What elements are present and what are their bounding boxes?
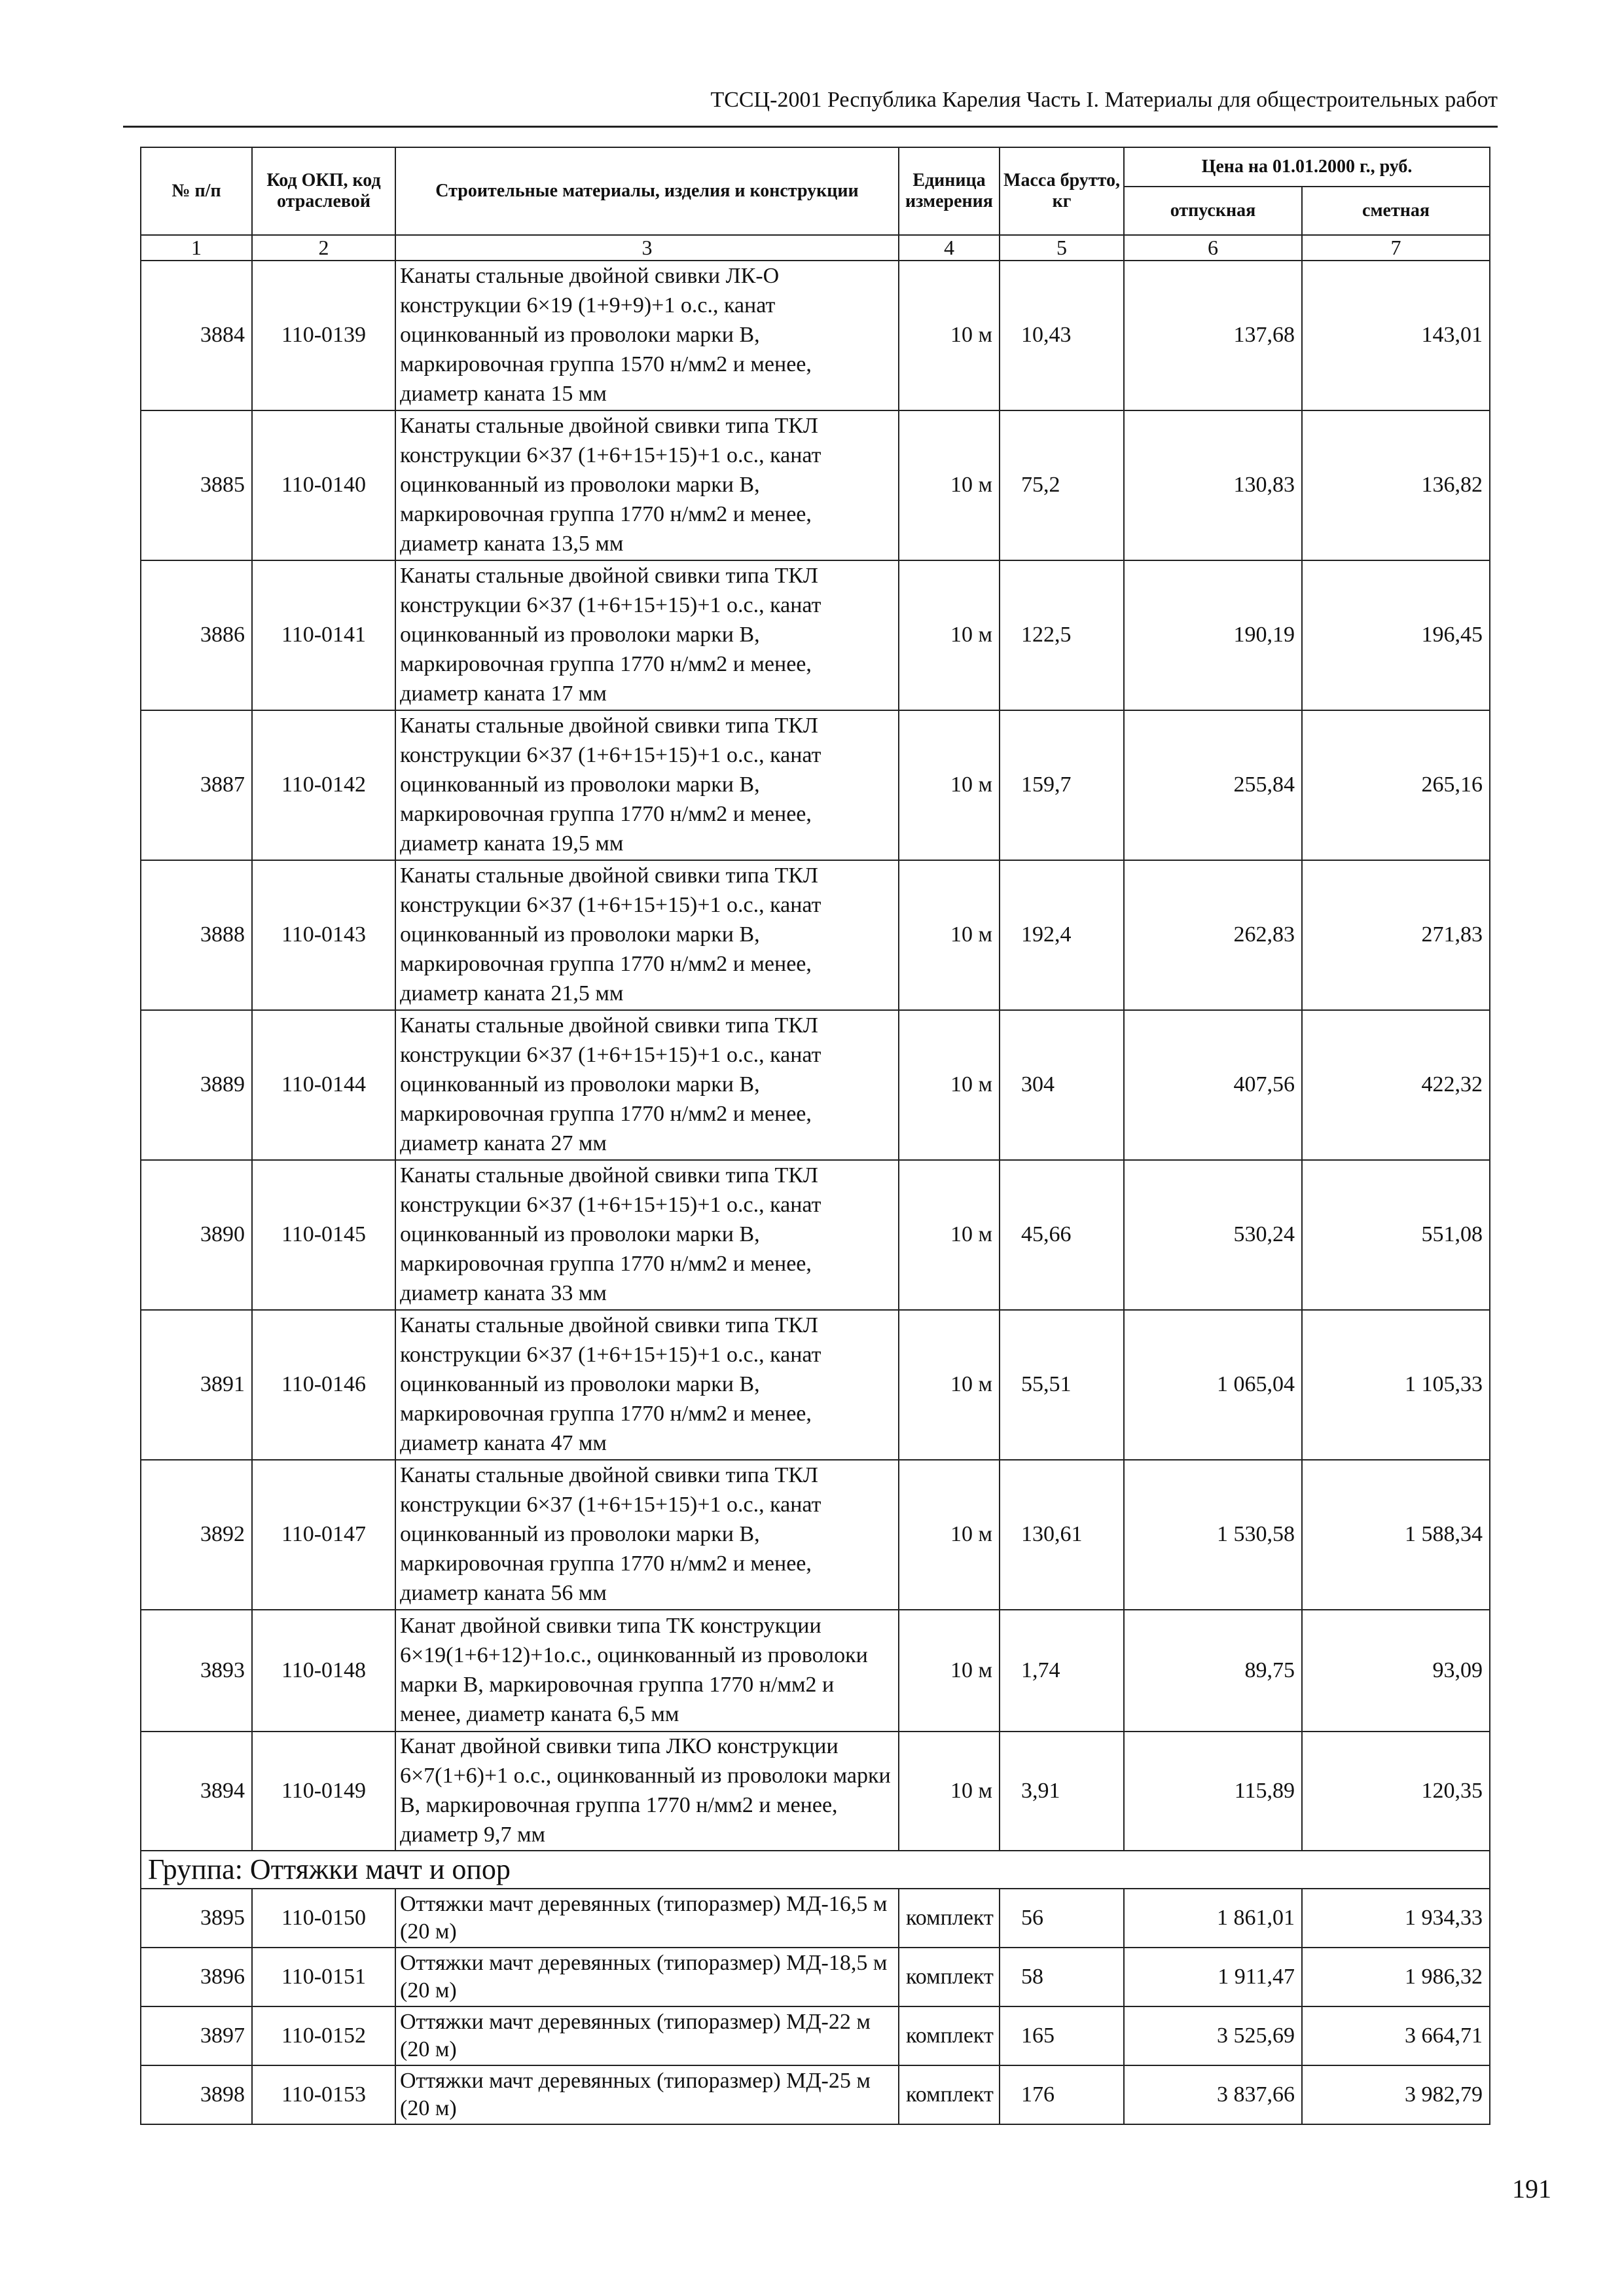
col-header-unit: Единица измерения <box>899 147 1000 235</box>
row-price-estimate: 1 588,34 <box>1302 1460 1490 1610</box>
row-mass: 130,61 <box>1000 1460 1124 1610</box>
row-price-release: 262,83 <box>1124 860 1302 1010</box>
row-code: 110-0151 <box>252 1948 395 2006</box>
row-description: Канаты стальные двойной свивки типа ТКЛ конструкции 6×37 (1+6+15+15)+1 о.с., канат оцинкованный из проволоки марки В, маркировочная группа 1770 н/мм2 и менее, диаметр каната 27 мм <box>395 1010 899 1160</box>
row-price-estimate: 93,09 <box>1302 1610 1490 1732</box>
row-unit: 10 м <box>899 1010 1000 1160</box>
table-row <box>141 1460 1490 1610</box>
row-unit: 10 м <box>899 1610 1000 1732</box>
row-price-release: 255,84 <box>1124 710 1302 860</box>
row-mass: 45,66 <box>1000 1160 1124 1310</box>
row-code: 110-0148 <box>252 1610 395 1732</box>
row-price-estimate: 551,08 <box>1302 1160 1490 1310</box>
row-price-estimate: 422,32 <box>1302 1010 1490 1160</box>
row-mass: 122,5 <box>1000 560 1124 710</box>
row-price-estimate: 196,45 <box>1302 560 1490 710</box>
row-unit: 10 м <box>899 1460 1000 1610</box>
row-description: Оттяжки мачт деревянных (типоразмер) МД-22 м (20 м) <box>395 2006 899 2065</box>
table-body <box>141 235 1490 2124</box>
row-code: 110-0140 <box>252 410 395 560</box>
row-price-estimate: 1 105,33 <box>1302 1310 1490 1460</box>
row-price-estimate: 120,35 <box>1302 1732 1490 1851</box>
row-description: Канаты стальные двойной свивки ЛК-О конструкции 6×19 (1+9+9)+1 о.с., канат оцинкованный из проволоки марки В, маркировочная группа 1570 н/мм2 и менее, диаметр каната 15 мм <box>395 261 899 410</box>
row-code: 110-0152 <box>252 2006 395 2065</box>
row-unit: 10 м <box>899 1732 1000 1851</box>
row-number: 3888 <box>141 860 252 1010</box>
row-mass: 165 <box>1000 2006 1124 2065</box>
row-price-release: 1 911,47 <box>1124 1948 1302 2006</box>
row-number: 3895 <box>141 1889 252 1948</box>
row-code: 110-0143 <box>252 860 395 1010</box>
row-code: 110-0139 <box>252 261 395 410</box>
row-number: 3893 <box>141 1610 252 1732</box>
row-price-release: 407,56 <box>1124 1010 1302 1160</box>
row-price-estimate: 271,83 <box>1302 860 1490 1010</box>
row-mass: 304 <box>1000 1010 1124 1160</box>
row-mass: 159,7 <box>1000 710 1124 860</box>
row-code: 110-0142 <box>252 710 395 860</box>
row-unit: 10 м <box>899 261 1000 410</box>
row-mass: 3,91 <box>1000 1732 1124 1851</box>
row-mass: 58 <box>1000 1948 1124 2006</box>
row-price-release: 3 837,66 <box>1124 2065 1302 2124</box>
row-price-release: 137,68 <box>1124 261 1302 410</box>
row-price-estimate: 136,82 <box>1302 410 1490 560</box>
col-header-mass: Масса брутто, кг <box>1000 147 1124 235</box>
price-table <box>140 147 1490 2125</box>
row-description: Канаты стальные двойной свивки типа ТКЛ конструкции 6×37 (1+6+15+15)+1 о.с., канат оцинкованный из проволоки марки В, маркировочная группа 1770 н/мм2 и менее, диаметр каната 17 мм <box>395 560 899 710</box>
column-number: 1 <box>141 235 252 261</box>
row-description: Канаты стальные двойной свивки типа ТКЛ конструкции 6×37 (1+6+15+15)+1 о.с., канат оцинкованный из проволоки марки В, маркировочная группа 1770 н/мм2 и менее, диаметр каната 19,5 мм <box>395 710 899 860</box>
row-number: 3896 <box>141 1948 252 2006</box>
row-unit: комплект <box>899 2065 1000 2124</box>
row-number: 3889 <box>141 1010 252 1160</box>
row-code: 110-0145 <box>252 1160 395 1310</box>
row-code: 110-0147 <box>252 1460 395 1610</box>
row-number: 3894 <box>141 1732 252 1851</box>
row-unit: 10 м <box>899 860 1000 1010</box>
column-number-row <box>141 235 1490 261</box>
row-number: 3887 <box>141 710 252 860</box>
column-number: 7 <box>1302 235 1490 261</box>
row-price-estimate: 143,01 <box>1302 261 1490 410</box>
row-description: Оттяжки мачт деревянных (типоразмер) МД-16,5 м (20 м) <box>395 1889 899 1948</box>
row-number: 3886 <box>141 560 252 710</box>
row-code: 110-0149 <box>252 1732 395 1851</box>
row-price-estimate: 3 664,71 <box>1302 2006 1490 2065</box>
row-price-release: 530,24 <box>1124 1160 1302 1310</box>
row-unit: комплект <box>899 1889 1000 1948</box>
col-header-desc: Строительные материалы, изделия и конструкции <box>395 147 899 235</box>
table-row <box>141 1732 1490 1851</box>
row-description: Канаты стальные двойной свивки типа ТКЛ конструкции 6×37 (1+6+15+15)+1 о.с., канат оцинкованный из проволоки марки В, маркировочная группа 1770 н/мм2 и менее, диаметр каната 33 мм <box>395 1160 899 1310</box>
row-mass: 1,74 <box>1000 1610 1124 1732</box>
table-row <box>141 1889 1490 1948</box>
table-row <box>141 2065 1490 2124</box>
table-row <box>141 1160 1490 1310</box>
row-description: Канаты стальные двойной свивки типа ТКЛ конструкции 6×37 (1+6+15+15)+1 о.с., канат оцинкованный из проволоки марки В, маркировочная группа 1770 н/мм2 и менее, диаметр каната 21,5 мм <box>395 860 899 1010</box>
row-price-estimate: 265,16 <box>1302 710 1490 860</box>
page-number: 191 <box>1512 2174 1551 2204</box>
table-row <box>141 710 1490 860</box>
running-header-title: ТССЦ-2001 Республика Карелия Часть I. Материалы для общестроительных работ <box>710 88 1498 112</box>
row-price-release: 1 861,01 <box>1124 1889 1302 1948</box>
table-row <box>141 410 1490 560</box>
row-price-estimate: 3 982,79 <box>1302 2065 1490 2124</box>
column-number: 3 <box>395 235 899 261</box>
group-row <box>141 1851 1490 1889</box>
row-unit: комплект <box>899 2006 1000 2065</box>
column-number: 2 <box>252 235 395 261</box>
row-unit: 10 м <box>899 410 1000 560</box>
row-code: 110-0146 <box>252 1310 395 1460</box>
row-number: 3892 <box>141 1460 252 1610</box>
column-number: 4 <box>899 235 1000 261</box>
row-mass: 55,51 <box>1000 1310 1124 1460</box>
row-mass: 192,4 <box>1000 860 1124 1010</box>
row-price-release: 1 065,04 <box>1124 1310 1302 1460</box>
row-unit: 10 м <box>899 710 1000 860</box>
row-unit: 10 м <box>899 560 1000 710</box>
row-number: 3897 <box>141 2006 252 2065</box>
table-row <box>141 1610 1490 1732</box>
row-number: 3890 <box>141 1160 252 1310</box>
table-row <box>141 2006 1490 2065</box>
row-code: 110-0150 <box>252 1889 395 1948</box>
row-unit: комплект <box>899 1948 1000 2006</box>
row-price-release: 1 530,58 <box>1124 1460 1302 1610</box>
row-price-release: 190,19 <box>1124 560 1302 710</box>
row-unit: 10 м <box>899 1160 1000 1310</box>
row-number: 3884 <box>141 261 252 410</box>
row-code: 110-0144 <box>252 1010 395 1160</box>
row-price-release: 130,83 <box>1124 410 1302 560</box>
column-number: 5 <box>1000 235 1124 261</box>
row-description: Канат двойной свивки типа ТК конструкции 6×19(1+6+12)+1о.с., оцинкованный из проволоки марки В, маркировочная группа 1770 н/мм2 и менее, диаметр каната 6,5 мм <box>395 1610 899 1732</box>
row-price-estimate: 1 934,33 <box>1302 1889 1490 1948</box>
col-header-code: Код ОКП, код отраслевой <box>252 147 395 235</box>
col-header-price-estimate: сметная <box>1302 187 1490 235</box>
row-mass: 75,2 <box>1000 410 1124 560</box>
col-header-price-release: отпускная <box>1124 187 1302 235</box>
row-code: 110-0153 <box>252 2065 395 2124</box>
row-description: Канат двойной свивки типа ЛКО конструкции 6×7(1+6)+1 о.с., оцинкованный из проволоки марки В, маркировочная группа 1770 н/мм2 и менее, диаметр 9,7 мм <box>395 1732 899 1851</box>
table-row <box>141 1948 1490 2006</box>
row-number: 3885 <box>141 410 252 560</box>
column-number: 6 <box>1124 235 1302 261</box>
row-description: Оттяжки мачт деревянных (типоразмер) МД-18,5 м (20 м) <box>395 1948 899 2006</box>
row-number: 3891 <box>141 1310 252 1460</box>
table-row <box>141 261 1490 410</box>
table-row <box>141 860 1490 1010</box>
row-mass: 56 <box>1000 1889 1124 1948</box>
row-price-estimate: 1 986,32 <box>1302 1948 1490 2006</box>
col-header-price-group: Цена на 01.01.2000 г., руб. <box>1124 147 1490 187</box>
row-description: Канаты стальные двойной свивки типа ТКЛ конструкции 6×37 (1+6+15+15)+1 о.с., канат оцинкованный из проволоки марки В, маркировочная группа 1770 н/мм2 и менее, диаметр каната 13,5 мм <box>395 410 899 560</box>
row-description: Канаты стальные двойной свивки типа ТКЛ конструкции 6×37 (1+6+15+15)+1 о.с., канат оцинкованный из проволоки марки В, маркировочная группа 1770 н/мм2 и менее, диаметр каната 56 мм <box>395 1460 899 1610</box>
row-mass: 10,43 <box>1000 261 1124 410</box>
row-description: Канаты стальные двойной свивки типа ТКЛ конструкции 6×37 (1+6+15+15)+1 о.с., канат оцинкованный из проволоки марки В, маркировочная группа 1770 н/мм2 и менее, диаметр каната 47 мм <box>395 1310 899 1460</box>
row-mass: 176 <box>1000 2065 1124 2124</box>
table-row <box>141 1310 1490 1460</box>
table-row <box>141 1010 1490 1160</box>
running-header <box>123 84 1498 128</box>
row-description: Оттяжки мачт деревянных (типоразмер) МД-25 м (20 м) <box>395 2065 899 2124</box>
row-unit: 10 м <box>899 1310 1000 1460</box>
col-header-num: № п/п <box>141 147 252 235</box>
table-row <box>141 560 1490 710</box>
group-title: Группа: Оттяжки мачт и опор <box>141 1851 1490 1889</box>
row-price-release: 3 525,69 <box>1124 2006 1302 2065</box>
row-price-release: 115,89 <box>1124 1732 1302 1851</box>
row-price-release: 89,75 <box>1124 1610 1302 1732</box>
row-number: 3898 <box>141 2065 252 2124</box>
row-code: 110-0141 <box>252 560 395 710</box>
